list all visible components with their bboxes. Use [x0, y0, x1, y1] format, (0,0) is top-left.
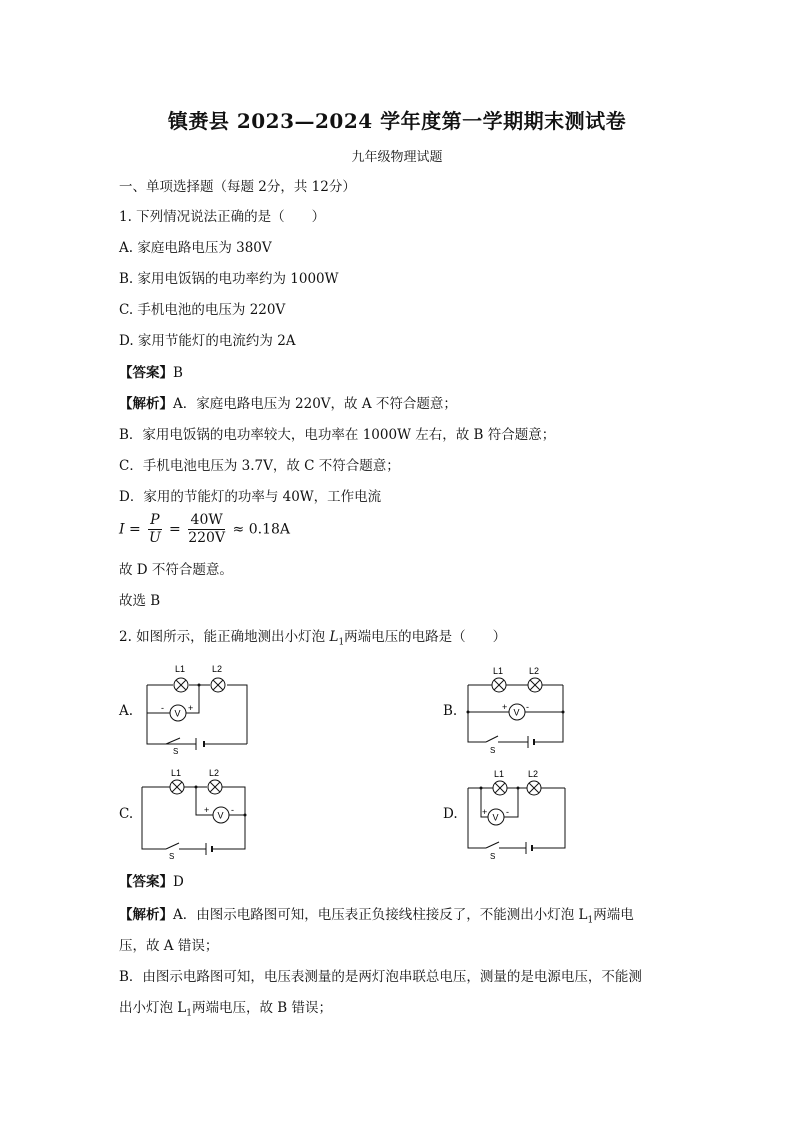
- svg-text:-: -: [231, 805, 234, 815]
- q1-analysis-c: C．手机电池电压为 3.7V，故 C 不符合题意；: [119, 458, 400, 474]
- q1-analysis-d: D．家用的节能灯的功率与 40W，工作电流: [119, 489, 382, 505]
- answer-tag: 【答案】: [119, 874, 173, 890]
- section-heading: 一、单项选择题（每题 2分，共 12分）: [119, 179, 356, 195]
- circuit-label-a: A.: [119, 703, 134, 719]
- lamp1-label: L1: [175, 664, 186, 674]
- q1-option-d: D. 家用节能灯的电流约为 2A: [119, 333, 296, 349]
- voltmeter-label: V: [492, 812, 499, 823]
- lamp1-label: L1: [494, 769, 505, 779]
- svg-text:+: +: [502, 702, 508, 712]
- page-title: 镇赉县 2023—2024 学年度第一学期期末测试卷: [167, 109, 627, 133]
- fraction-numerator: P: [150, 512, 160, 528]
- circuit-diagram-a: [140, 660, 255, 755]
- stem-text: 两端电压的电路是（ ）: [344, 629, 507, 645]
- lamp-subscript: 1: [338, 637, 345, 648]
- lamp1-label: L1: [493, 666, 504, 676]
- q1-option-a: A. 家庭电路电压为 380V: [119, 240, 272, 256]
- answer-value: B: [173, 365, 183, 381]
- switch-label: S: [173, 747, 179, 755]
- q1-option-c: C. 手机电池的电压为 220V: [119, 302, 286, 318]
- lamp2-label: L2: [529, 666, 540, 676]
- lamp-symbol: L: [329, 629, 339, 645]
- voltmeter-label: V: [174, 708, 181, 719]
- formula-eq: =: [128, 521, 141, 538]
- q2-analysis-a-line1: [119, 906, 634, 930]
- circuit-diagram-d: [462, 768, 574, 860]
- q1-choose: 故选 B: [119, 593, 161, 609]
- lamp2-label: L2: [528, 769, 539, 779]
- formula-eq: =: [169, 521, 181, 538]
- fraction-numerator: 40W: [188, 512, 225, 530]
- circuit-diagram-c: [136, 765, 254, 860]
- q2-analysis-a-line2: 压，故 A 错误；: [119, 938, 219, 954]
- switch-label: S: [490, 852, 496, 860]
- formula-lhs: I: [119, 521, 125, 538]
- svg-text:-: -: [526, 702, 529, 712]
- lamp-subscript: 1: [186, 1008, 192, 1019]
- circuit-label-d: D.: [443, 806, 458, 822]
- lamp-subscript: 1: [587, 915, 594, 926]
- voltmeter-label: V: [217, 810, 224, 821]
- analysis-text: 两端电: [593, 907, 634, 923]
- lamp2-label: L2: [212, 664, 223, 674]
- question-1-stem: 1. 下列情况说法正确的是（ ）: [119, 209, 326, 225]
- current-formula: [119, 512, 290, 554]
- circuit-diagram-b: [462, 665, 572, 755]
- svg-text:+: +: [482, 807, 488, 817]
- circuit-label-b: B.: [443, 703, 458, 719]
- svg-text:+: +: [188, 703, 194, 713]
- q2-analysis-b-line2: [119, 999, 332, 1023]
- question-2-stem: [119, 628, 506, 652]
- stem-text: 2. 如图所示，能正确地测出小灯泡: [119, 629, 330, 645]
- switch-label: S: [169, 852, 175, 860]
- analysis-text: A．家庭电路电压为 220V，故 A 不符合题意；: [173, 396, 457, 412]
- formula-fraction-pu: [148, 512, 161, 547]
- lamp2-label: L2: [209, 768, 220, 778]
- svg-text:+: +: [204, 805, 210, 815]
- svg-text:-: -: [161, 703, 164, 713]
- analysis-tag: 【解析】: [119, 396, 173, 412]
- formula-result: ≈ 0.18A: [232, 521, 290, 538]
- switch-label: S: [490, 746, 496, 755]
- answer-value: D: [173, 874, 184, 890]
- q1-answer: [119, 364, 183, 382]
- q1-conclusion: 故 D 不符合题意。: [119, 562, 233, 578]
- analysis-text: 出小灯泡 L: [119, 1000, 187, 1016]
- voltmeter-label: V: [513, 707, 520, 718]
- q2-analysis-b-line1: B．由图示电路图可知，电压表测量的是两灯泡串联总电压，测量的是电源电压，不能测: [119, 969, 642, 985]
- lamp1-label: L1: [171, 768, 182, 778]
- analysis-text: A．由图示电路图可知，电压表正负接线柱接反了，不能测出小灯泡 L: [173, 907, 588, 923]
- circuit-label-c: C.: [119, 806, 134, 822]
- q1-option-b: B. 家用电饭锅的电功率约为 1000W: [119, 271, 339, 287]
- q1-analysis-a: [119, 395, 457, 413]
- q1-analysis-b: B．家用电饭锅的电功率较大，电功率在 1000W 左右，故 B 符合题意；: [119, 427, 556, 443]
- formula-fraction-values: [188, 512, 225, 547]
- analysis-text: 两端电压，故 B 错误；: [192, 1000, 333, 1016]
- q2-answer: [119, 873, 184, 891]
- page-subtitle: 九年级物理试题: [351, 150, 443, 165]
- fraction-denominator: U: [148, 530, 161, 546]
- svg-text:-: -: [506, 807, 509, 817]
- analysis-tag: 【解析】: [119, 907, 173, 923]
- fraction-denominator: 220V: [188, 530, 226, 546]
- answer-tag: 【答案】: [119, 365, 173, 381]
